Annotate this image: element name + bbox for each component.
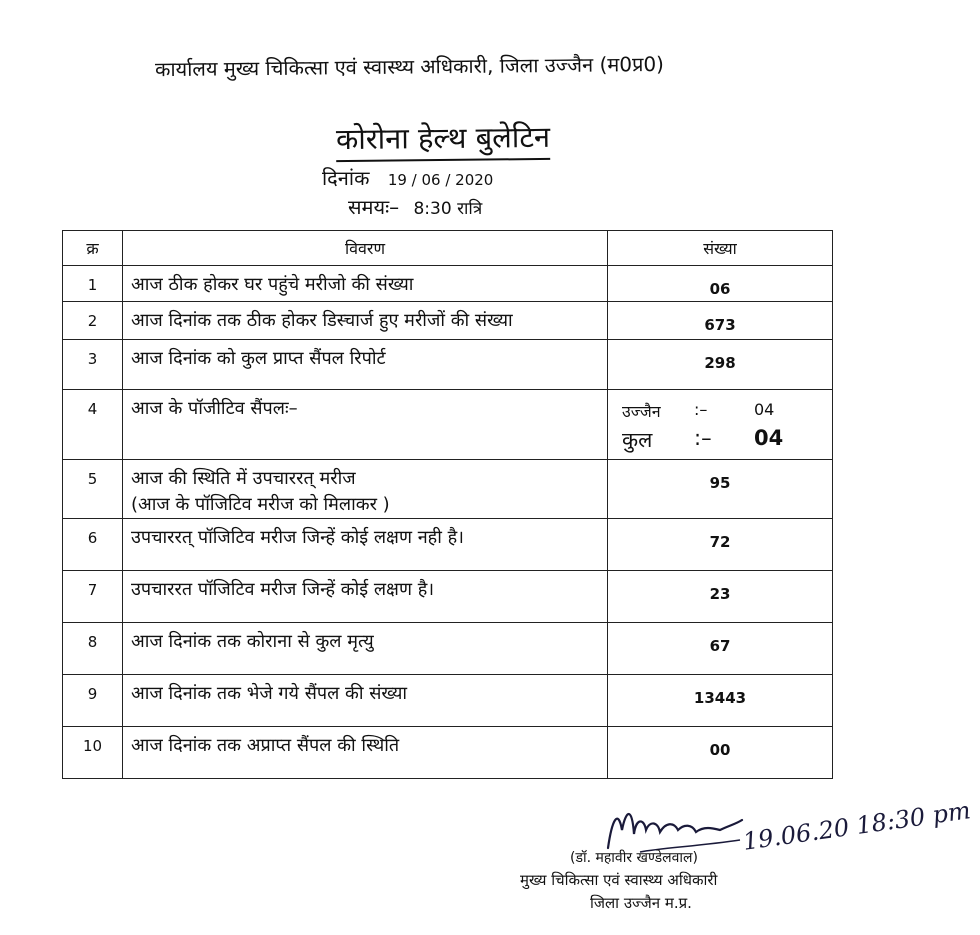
row-value: 06 bbox=[608, 266, 833, 302]
row-sn: 7 bbox=[63, 571, 123, 623]
table-row bbox=[63, 727, 833, 779]
row-sn: 4 bbox=[63, 390, 123, 460]
table-row bbox=[63, 390, 833, 460]
row-value: 23 bbox=[608, 571, 833, 623]
row-value: 298 bbox=[608, 340, 833, 390]
total-separator: :– bbox=[694, 426, 712, 450]
bulletin-title: कोरोना हेल्थ बुलेटिन bbox=[336, 117, 551, 162]
row-sn: 1 bbox=[63, 266, 123, 302]
time-label: समयः– bbox=[348, 195, 400, 219]
row-description: आज दिनांक तक भेजे गये सैंपल की संख्या bbox=[123, 675, 608, 727]
row-description: आज दिनांक तक कोराना से कुल मृत्यु bbox=[123, 623, 608, 675]
date-line bbox=[322, 164, 493, 191]
date-label: दिनांक bbox=[322, 166, 370, 190]
table-row bbox=[63, 675, 833, 727]
total-label: कुल bbox=[622, 428, 653, 452]
ujjain-separator: :– bbox=[694, 400, 708, 419]
date-value: 19 / 06 / 2020 bbox=[387, 171, 494, 189]
row-value: 67 bbox=[608, 623, 833, 675]
ujjain-line bbox=[622, 400, 822, 422]
signatory-place: जिला उज्जैन म.प्र. bbox=[590, 894, 692, 912]
row-value bbox=[608, 390, 833, 460]
table-row bbox=[63, 519, 833, 571]
row-value: 673 bbox=[608, 302, 833, 340]
table-row bbox=[63, 623, 833, 675]
row-value: 72 bbox=[608, 519, 833, 571]
row-description: आज दिनांक तक अप्राप्त सैंपल की स्थिति bbox=[123, 727, 608, 779]
table-row bbox=[63, 340, 833, 390]
row-description: आज के पॉजीटिव सैंपलः– bbox=[123, 390, 608, 460]
row-description-line1: आज की स्थिति में उपचाररत् मरीज bbox=[131, 468, 356, 489]
time-line bbox=[348, 193, 482, 220]
row-sn: 2 bbox=[63, 302, 123, 340]
header-description: विवरण bbox=[123, 231, 608, 266]
office-heading: कार्यालय मुख्य चिकित्सा एवं स्वास्थ्य अधिकारी, जिला उज्जैन (म0प्र0) bbox=[154, 51, 665, 82]
row-sn: 9 bbox=[63, 675, 123, 727]
time-value: 8:30 रात्रि bbox=[413, 199, 483, 219]
row-value: 95 bbox=[608, 460, 833, 519]
row-description: उपचाररत पॉजिटिव मरीज जिन्हें कोई लक्षण है। bbox=[123, 571, 608, 623]
total-line bbox=[622, 426, 822, 454]
ujjain-label: उज्जैन bbox=[622, 402, 661, 421]
row-sn: 5 bbox=[63, 460, 123, 519]
handwritten-date: 19.06.20 18:30 pm bbox=[741, 796, 973, 856]
table-row bbox=[63, 460, 833, 519]
signatory-designation: मुख्य चिकित्सा एवं स्वास्थ्य अधिकारी bbox=[520, 871, 718, 889]
header-count: संख्या bbox=[608, 231, 833, 266]
row-description: आज ठीक होकर घर पहुंचे मरीजो की संख्या bbox=[123, 266, 608, 302]
total-value: 04 bbox=[754, 426, 784, 450]
header-sn: क्र bbox=[63, 231, 123, 266]
row-description: उपचाररत् पॉजिटिव मरीज जिन्हें कोई लक्षण नही है। bbox=[123, 519, 608, 571]
row-value: 00 bbox=[608, 727, 833, 779]
row-description: आज दिनांक को कुल प्राप्त सैंपल रिपोर्ट bbox=[123, 340, 608, 390]
table-header-row bbox=[63, 231, 833, 266]
row-sn: 8 bbox=[63, 623, 123, 675]
ujjain-value: 04 bbox=[754, 400, 775, 419]
signatory-name: (डॉ. महावीर खण्डेलवाल) bbox=[570, 850, 698, 866]
row-sn: 6 bbox=[63, 519, 123, 571]
row-description bbox=[123, 460, 608, 519]
row-description: आज दिनांक तक ठीक होकर डिस्चार्ज हुए मरीजों की संख्या bbox=[123, 302, 608, 340]
bulletin-table bbox=[62, 230, 833, 779]
table-row bbox=[63, 571, 833, 623]
row-sn: 3 bbox=[63, 340, 123, 390]
row-sn: 10 bbox=[63, 727, 123, 779]
table-row bbox=[63, 266, 833, 302]
table-row bbox=[63, 302, 833, 340]
row-description-line2: (आज के पॉजिटिव मरीज को मिलाकर ) bbox=[131, 494, 390, 515]
row-value: 13443 bbox=[608, 675, 833, 727]
